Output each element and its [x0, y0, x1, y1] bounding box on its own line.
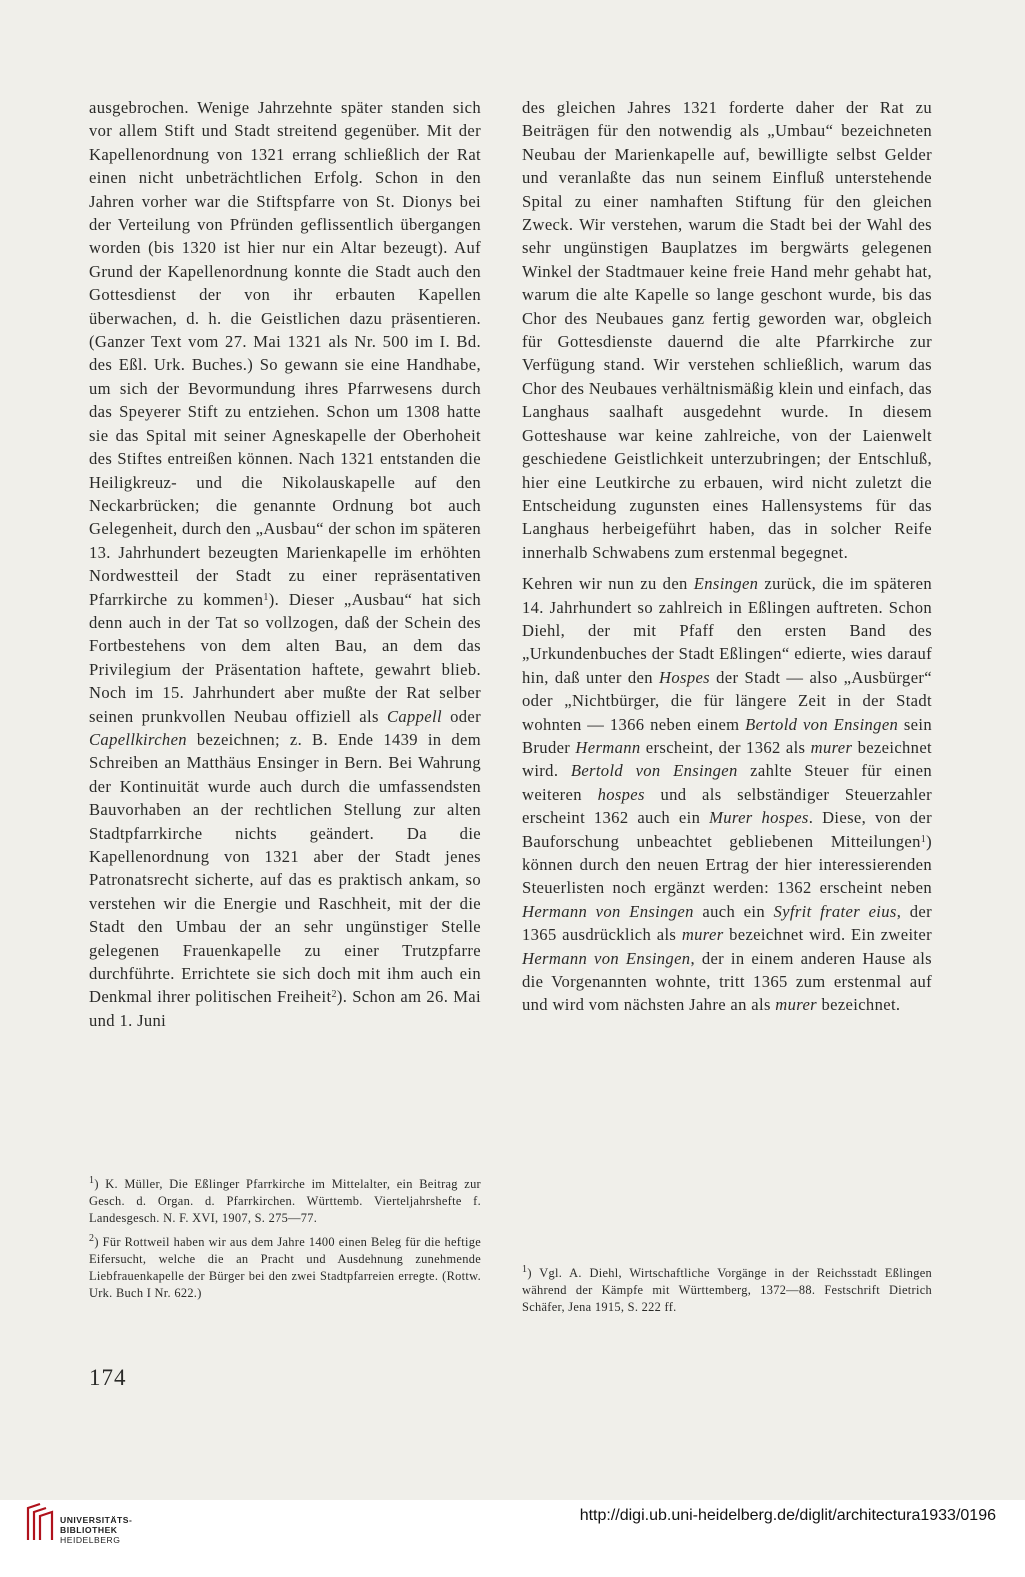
footnote-marker: 2	[89, 1232, 95, 1244]
italic-text: murer	[681, 925, 724, 945]
italic-text: murer	[810, 737, 853, 757]
logo-strokes	[28, 1504, 52, 1540]
footnote-marker: 1	[89, 1175, 95, 1186]
footnotes-right	[522, 1265, 932, 1317]
italic-text: Bertold von Ensingen	[745, 714, 899, 734]
italic-text: Hermann von Ensingen	[522, 901, 694, 921]
library-line-3: HEIDELBERG	[60, 1535, 121, 1545]
italic-text: hospes	[597, 784, 645, 804]
text-column-left	[89, 96, 481, 1032]
italic-text: Hospes	[659, 667, 710, 687]
italic-text: murer	[775, 995, 817, 1015]
italic-text: Syfrit frater eius	[773, 901, 897, 921]
italic-text: Hermann	[575, 737, 641, 757]
paragraph: ausgebrochen. Wenige Jahrzehnte später standen sich vor allem Stift und Stadt streitend gegenüber. Mit der Kapellenordnung von 1321 errang schließlich der Rat einen nicht unbeträchtlichen Erfolg. Schon in den Jahren vorher war die Stiftspfarre von St. Dionys bei der Verteilung von Pfründen geflissentlich übergangen worden (bis 1320 ist hier nur ein Altar bezeugt). Auf Grund der Kapellenordnung konnte die Stadt auch den Gottesdienst der von ihr erbauten Kapellen überwachen, d. h. die Geistlichen dazu präsentieren. (Ganzer Text vom 27. Mai 1321 als Nr. 500 im I. Bd. des Eßl. Urk. Buches.) So gewann sie eine Handhabe, um sich der Bevormundung ihres Pfarrwesens durch das Speyerer Stift zu entziehen. Schon um 1308 hatte sie das Spital mit seiner Agneskapelle der Oberhoheit des Stiftes entreißen können. Nach 1321 entstanden die Heiligkreuz- und die Nikolauskapelle auf den Neckarbrücken; die genannte Ordnung bot auch Gelegenheit, durch den „Ausbau“ der schon im späteren 13. Jahrhundert bezeugten Marienkapelle im erhöhten Nordwestteil der Stadt zu einer repräsentativen Pfarrkirche zu kommen$^1$). Dieser „Ausbau“ hat sich denn auch in der Tat so vollzogen, daß der Schein des Fortbestehens von dem alten Bau, an dem das Privilegium der Präsentation haftete, gewahrt blieb. Noch im 15. Jahrhundert aber mußte der Rat selber seinen prunkvollen Neubau offiziell als Cappell oder Capellkirchen bezeichnen; z. B. Ende 1439 in dem Schreiben an Matthäus Ensinger in Bern. Bei Wahrung der Kontinuität wurde auch durch die umfassendsten Bauvorhaben an der rechtlichen Stellung zur alten Stadtpfarrkirche nichts geändert. Da die Kapellenordnung von 1321 aber der Stadt jenes Patronatsrecht sicherte, auf das es praktisch ankam, so verstehen wir die Energie und Raschheit, mit der die Stadt den Umbau der an sehr ungünstiger Stelle gelegenen Frauenkapelle zu einer Trutzpfarre durchführte. Errichtete sie sich doch mit ihm auch ein Denkmal ihrer politischen Freiheit$^2$). Schon am 26. Mai und 1. Juni	[89, 98, 481, 1030]
text-column-right	[522, 96, 932, 1017]
italic-text: Ensingen	[693, 574, 759, 594]
ub-heidelberg-logo-icon[interactable]	[22, 1500, 62, 1544]
italic-text: Hermann von Ensingen	[522, 948, 691, 968]
paragraph: $^1$) Vgl. A. Diehl, Wirtschaftliche Vorgänge in der Reichsstadt Eßlingen während der Kämpfe mit Württemberg, 1372—88. Festschrift Dietrich Schäfer, Jena 1915, S. 222 ff.	[522, 1264, 932, 1315]
footnote-marker: 2	[331, 989, 337, 1001]
page-number: 174	[89, 1365, 127, 1390]
footnote-marker: 1	[522, 1264, 528, 1275]
italic-text: Cappell	[386, 706, 442, 726]
library-name[interactable]	[60, 1515, 132, 1545]
italic-text: Capellkirchen	[89, 729, 187, 749]
source-url-link[interactable]: http://digi.ub.uni-heidelberg.de/diglit/architectura1933/0196	[579, 1507, 996, 1524]
italic-text: Murer hospes	[709, 808, 809, 828]
paragraph: Kehren wir nun zu den Ensingen zurück, die im späteren 14. Jahrhundert so zahlreich in Eßlingen auftreten. Schon Diehl, der mit Pfaff den ersten Band des „Urkundenbuches der Stadt Eßlingen“ edierte, wies darauf hin, daß unter den Hospes der Stadt — also „Ausbürger“ oder „Nichtbürger, die für längere Zeit in der Stadt wohnten — 1366 neben einem Bertold von Ensingen sein Bruder Hermann erscheint, der 1362 als murer bezeichnet wird. Bertold von Ensingen zahlte Steuer für einen weiteren hospes und als selbständiger Steuerzahler erscheint 1362 auch ein Murer hospes. Diese, von der Bauforschung unbeachtet gebliebenen Mitteilungen$^1$) können durch den neuen Ertrag der hier interessierenden Steuerlisten noch ergänzt werden: 1362 erscheint neben Hermann von Ensingen auch ein Syfrit frater eius, der 1365 ausdrücklich als murer bezeichnet wird. Ein zweiter Hermann von Ensingen, der in einem anderen Hause als die Vorgenannten wohnte, tritt 1365 zum erstenmal auf und wird vom nächsten Jahre an als murer bezeichnet.	[522, 574, 933, 1015]
italic-text: Bertold von Ensingen	[570, 761, 738, 781]
paragraph: $^2$) Für Rottweil haben wir aus dem Jahre 1400 einen Beleg für die heftige Eifersucht, welche die an Pracht und Ausdehnung zunehmende Liebfrauenkapelle der Bürger bei den zwei Stadtpfarreien erregte. (Rottw. Urk. Buch I Nr. 622.)	[89, 1232, 481, 1301]
library-line-2: BIBLIOTHEK	[60, 1525, 118, 1535]
footnote-marker: 1	[920, 833, 927, 845]
paragraph: des gleichen Jahres 1321 forderte daher der Rat zu Beiträgen für den notwendig als „Umbau“ bezeichneten Neubau der Marienkapelle auf, bewilligte selbst Gelder und veranlaßte das nun seinem Einfluß unterstehende Spital zu einer namhaften Stiftung für den gleichen Zweck. Wir verstehen, warum die Stadt bei der Wahl des sehr ungünstigen Bauplatzes im bergwärts gelegenen Winkel der Stadtmauer keine freie Hand mehr gehabt hat, warum die alte Kapelle so lange geschont wurde, bis das Chor des Neubaues ganz fertig geworden war, obgleich für Gottesdienste dauernd die alte Pfarrkirche zur Verfügung stand. Wir verstehen schließlich, warum das Chor des Neubaues verhältnismäßig klein und einfach, das Langhaus saalhaft ausgedehnt wurde. In diesem Gotteshause war keine zahlreiche, von der Laienwelt geschiedene Geistlichkeit unterzubringen; der Entschluß, hier eine Leutkirche zu erbauen, wird nicht zuletzt die Entscheidung zugunsten eines Hallensystems für das Langhaus herbeigeführt haben, das in solcher Reife innerhalb Schwabens zum erstenmal begegnet.	[522, 98, 932, 562]
paragraph: $^1$) K. Müller, Die Eßlinger Pfarrkirche im Mittelalter, ein Beitrag zur Gesch. d. Organ. d. Pfarrkirchen. Württemb. Vierteljahrshefte f. Landesgesch. N. F. XVI, 1907, S. 275—77.	[89, 1175, 481, 1226]
footnote-marker: 1	[263, 591, 269, 603]
library-line-1: UNIVERSITÄTS-	[60, 1515, 133, 1525]
footnotes-left	[89, 1176, 481, 1302]
